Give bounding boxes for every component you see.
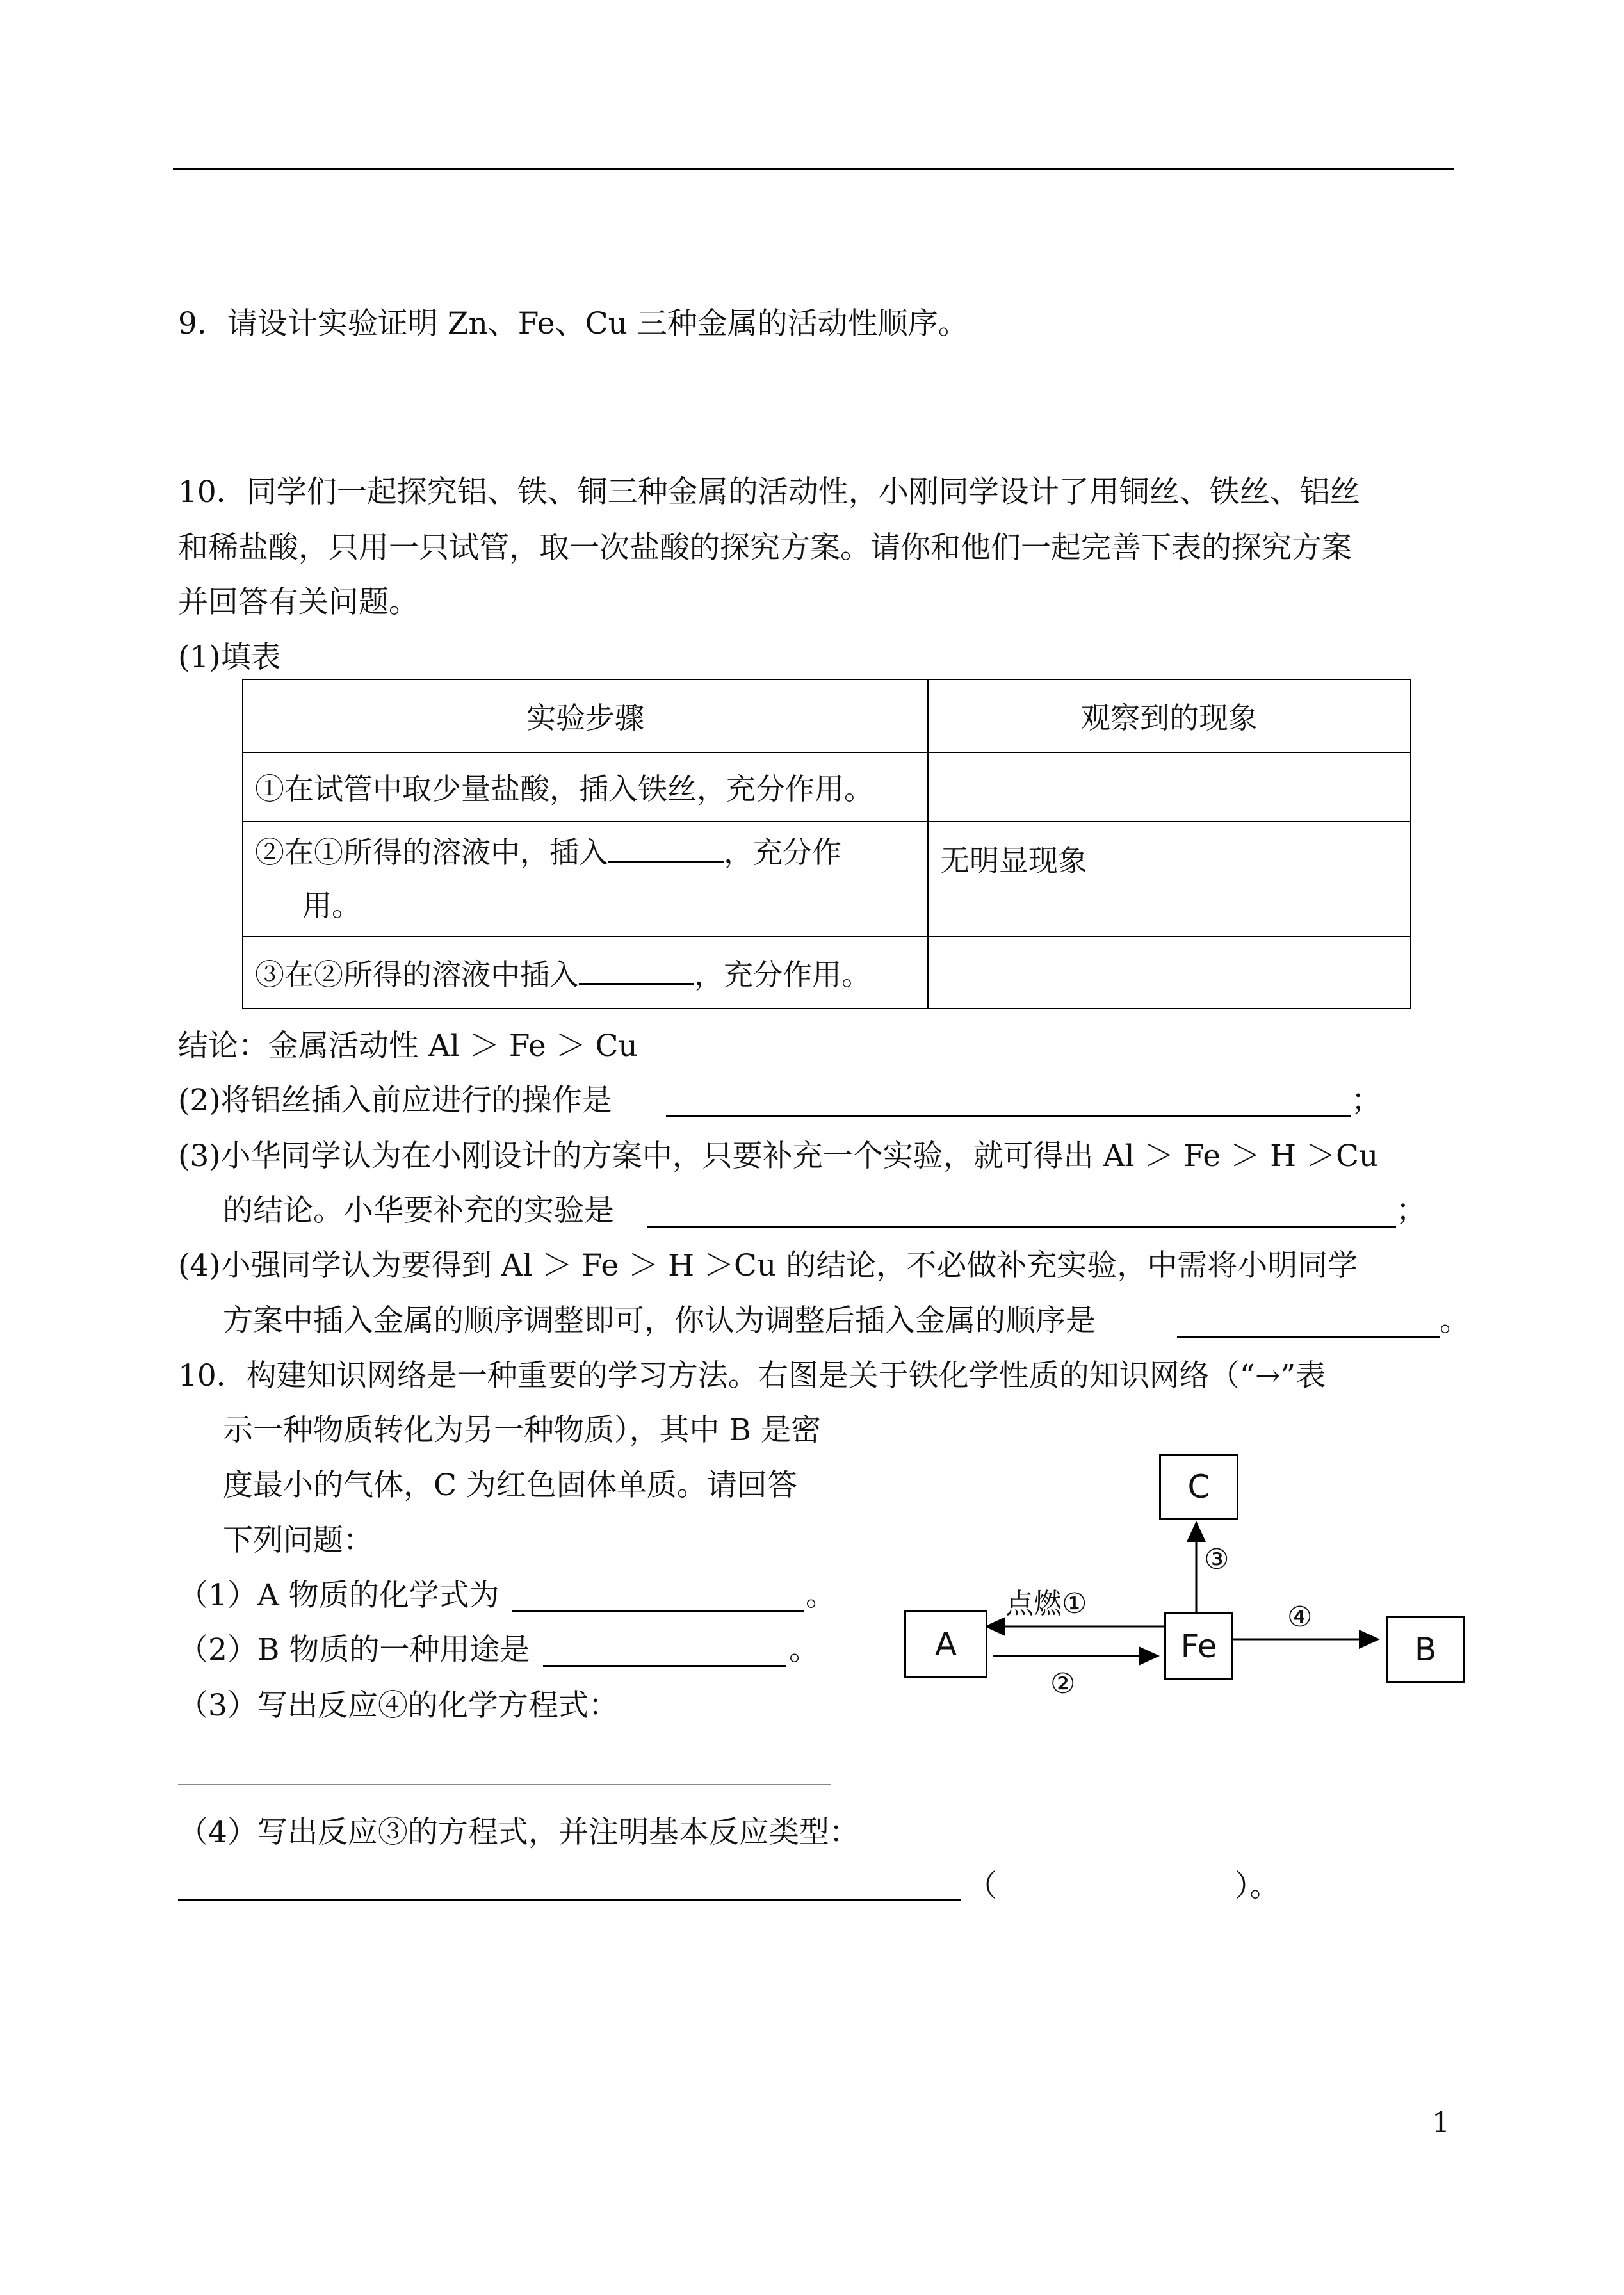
part2-answer-blank[interactable] — [666, 1115, 1351, 1117]
q10a-part1: (1)填表 — [178, 640, 281, 675]
q10b-sub4: （4）写出反应③的方程式，并注明基本反应类型： — [178, 1815, 859, 1850]
row2-blank[interactable] — [608, 835, 724, 863]
q10a-line3: 并回答有关问题。 — [178, 585, 419, 620]
paren-close: ）。 — [1235, 1869, 1280, 1904]
row2-observation: 无明显现象 — [928, 822, 1411, 937]
node-fe: Fe — [1164, 1612, 1233, 1680]
row3-step-a: ③在②所得的溶液中插入 — [255, 957, 579, 992]
q10b-line1: 10．构建知识网络是一种重要的学习方法。右图是关于铁化学性质的知识网络（“→”表 — [178, 1358, 1326, 1393]
q10a-part3-line1: (3)小华同学认为在小刚设计的方案中，只要补充一个实验，就可得出 Al ＞ Fe ＞ H ＞Cu — [178, 1139, 1379, 1174]
q10a-part4-line1: (4)小强同学认为要得到 Al ＞ Fe ＞ H ＞Cu 的结论，不必做补充实验，中需将小明同学 — [178, 1248, 1358, 1283]
q9-text: 9．请设计实验证明 Zn、Fe、Cu 三种金属的活动性顺序。 — [178, 306, 968, 341]
q10b-sub1: （1）A 物质的化学式为 — [178, 1578, 499, 1613]
node-a: A — [904, 1610, 987, 1678]
row3-blank[interactable] — [579, 957, 694, 985]
label-2: ② — [1050, 1667, 1076, 1700]
q10a-part3-line2: 的结论。小华要补充的实验是 — [223, 1193, 614, 1228]
q10b-line2: 示一种物质转化为另一种物质），其中 B 是密 — [223, 1413, 821, 1448]
sub2-end: 。 — [789, 1632, 819, 1667]
table-row — [243, 937, 1411, 1009]
table-row — [243, 822, 1411, 937]
node-b: B — [1386, 1616, 1465, 1683]
row1-observation[interactable] — [928, 752, 1411, 822]
sub1-answer-blank[interactable] — [512, 1610, 804, 1612]
row3-step — [243, 937, 928, 1009]
part3-answer-blank[interactable] — [647, 1226, 1396, 1228]
part2-end: ； — [1351, 1083, 1381, 1118]
label-3: ③ — [1204, 1543, 1230, 1576]
header-rule — [173, 168, 1454, 170]
q10a-part4-line2: 方案中插入金属的顺序调整即可，你认为调整后插入金属的顺序是 — [223, 1303, 1096, 1338]
q10a-part2: (2)将铝丝插入前应进行的操作是 — [178, 1083, 612, 1118]
part4-answer-blank[interactable] — [1177, 1336, 1440, 1338]
header-steps: 实验步骤 — [243, 679, 928, 752]
row3-observation[interactable] — [928, 937, 1411, 1009]
row2-step-c: 用。 — [302, 888, 361, 923]
row2-step-a: ②在①所得的溶液中，插入 — [255, 835, 608, 870]
sub3-answer-line[interactable] — [178, 1784, 831, 1785]
paren-open: （ — [967, 1869, 997, 1904]
sub1-end: 。 — [806, 1578, 836, 1613]
q10b-sub2: （2）B 物质的一种用途是 — [178, 1632, 530, 1667]
row2-step-b: ，充分作 — [724, 835, 841, 870]
part3-end: ； — [1396, 1193, 1426, 1228]
row3-step-b: ，充分作用。 — [694, 957, 871, 992]
q10a-conclusion: 结论：金属活动性 Al ＞ Fe ＞ Cu — [178, 1028, 638, 1064]
page-number: 1 — [1432, 2107, 1450, 2139]
node-c: C — [1159, 1454, 1238, 1520]
row1-step: ①在试管中取少量盐酸，插入铁丝，充分作用。 — [243, 752, 928, 822]
q10b-line3: 度最小的气体，C 为红色固体单质。请回答 — [223, 1468, 797, 1503]
q10b-sub3: （3）写出反应④的化学方程式： — [178, 1688, 619, 1723]
q10a-line1: 10．同学们一起探究铝、铁、铜三种金属的活动性，小刚同学设计了用铜丝、铁丝、铝丝 — [178, 474, 1360, 510]
header-observation: 观察到的现象 — [928, 679, 1411, 752]
sub2-answer-blank[interactable] — [543, 1665, 786, 1667]
sub4-answer-blank[interactable] — [178, 1899, 961, 1901]
part4-end: 。 — [1440, 1303, 1470, 1338]
label-1: 点燃① — [1005, 1587, 1087, 1620]
row2-step — [243, 822, 928, 937]
table-header-row — [243, 679, 1411, 752]
q10b-line4: 下列问题： — [223, 1523, 373, 1558]
experiment-table — [242, 679, 1411, 1009]
table-row — [243, 752, 1411, 822]
q10a-line2: 和稀盐酸，只用一只试管，取一次盐酸的探究方案。请你和他们一起完善下表的探究方案 — [178, 530, 1352, 565]
label-4: ④ — [1287, 1601, 1313, 1634]
